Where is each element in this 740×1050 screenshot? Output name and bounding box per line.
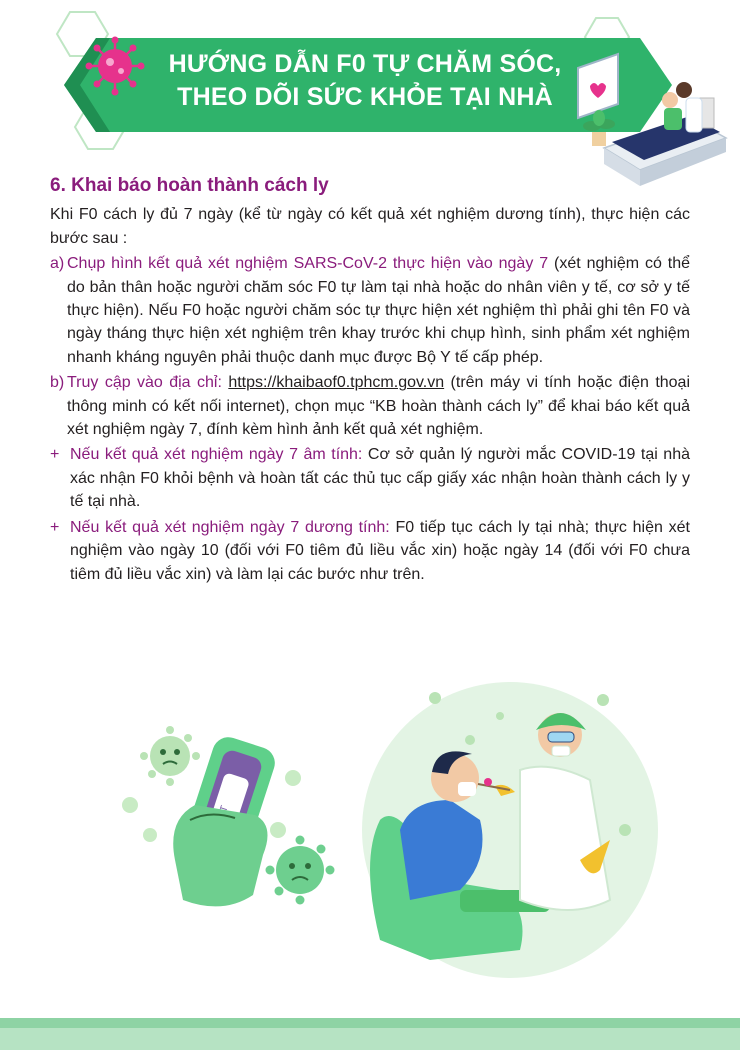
swab-test-icon: [362, 682, 658, 978]
banner-title: [130, 48, 600, 114]
item-text: (xét nghiệm có thể do bản thân hoặc người chăm sóc F0 tự làm tại nhà hoặc do nhân viên y tế, cơ sở y tế thực hiện). Nếu F0 hoặc người chăm sóc tự thực hiện xét nghiệm thì phải ghi tên F0 và ngày tháng thực hiện xét nghiệm trên khay trước khi chụp hình, sinh phẩm xét nghiệm nhanh kháng nguyên phải thuộc danh mục được Bộ Y tế cấp phép.: [67, 255, 690, 366]
content-section: [50, 174, 690, 586]
item-marker: a): [50, 255, 65, 273]
item-highlight: Truy cập vào địa chỉ:: [67, 374, 222, 392]
list-item-positive: [50, 516, 690, 586]
list-item-a: [50, 252, 690, 369]
list-item-b: [50, 371, 690, 441]
item-highlight: Nếu kết quả xét nghiệm ngày 7 dương tính:: [70, 518, 390, 536]
illustration: [0, 680, 740, 1010]
item-highlight: Nếu kết quả xét nghiệm ngày 7 âm tính:: [70, 446, 363, 464]
list-item-negative: [50, 443, 690, 513]
item-text: Cơ sở quản lý người mắc COVID-19 tại nhà xác nhận F0 khỏi bệnh và hoàn tất các thủ tục cấp giấy xác nhận hoàn thành cách ly y tế tại nhà.: [70, 446, 690, 511]
hand-icon: [173, 805, 267, 906]
bottom-bar: [0, 1018, 740, 1050]
banner-title-line1: HƯỚNG DẪN F0 TỰ CHĂM SÓC,: [168, 50, 562, 78]
item-text: (trên máy vi tính hoặc điện thoại thông minh có kết nối internet), chọn mục “KB hoàn thành cách ly” để khai báo kết quả xét nghiệm ngày 7, đính kèm hình ảnh kết quả xét nghiệm.: [67, 374, 691, 439]
item-marker: b): [50, 374, 65, 392]
virus-icon: [266, 836, 335, 905]
plus-marker: +: [50, 446, 60, 464]
website-link[interactable]: https://khaibaof0.tphcm.gov.vn: [228, 374, 445, 392]
banner-title-line2: THEO DÕI SỨC KHỎE TẠI NHÀ: [177, 83, 553, 111]
virus-icon: [140, 726, 200, 786]
item-text: F0 tiếp tục cách ly tại nhà; thực hiện xét nghiệm vào ngày 10 (đối với F0 tiêm đủ liều vắc xin) hoặc ngày 14 (đối với F0 chưa tiêm đủ liều vắc xin) và làm lại các bước như trên.: [70, 518, 690, 583]
intro-paragraph: Khi F0 cách ly đủ 7 ngày (kể từ ngày có kết quả xét nghiệm dương tính), thực hiện các bước sau :: [50, 206, 690, 247]
section-heading: 6. Khai báo hoàn thành cách ly: [50, 175, 329, 196]
plus-marker: +: [50, 518, 60, 536]
item-highlight: Chụp hình kết quả xét nghiệm SARS-CoV-2 thực hiện vào ngày 7: [67, 255, 549, 273]
